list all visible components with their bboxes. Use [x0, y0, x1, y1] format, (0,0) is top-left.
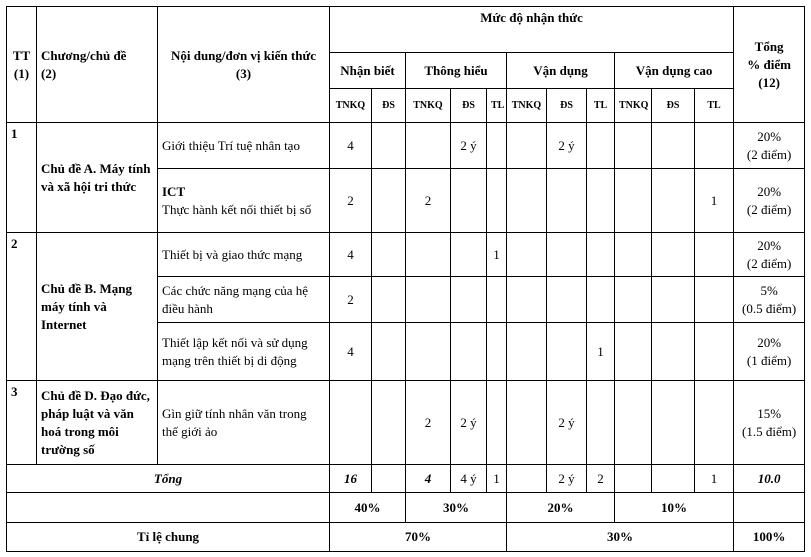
row-percent: 15% (1.5 điểm)	[734, 381, 805, 465]
row-percent: 20% (1 điểm)	[734, 323, 805, 381]
total-cell	[615, 465, 652, 493]
level-van-dung: Vận dụng	[507, 53, 615, 89]
content-cell: Giới thiệu Trí tuệ nhân tạo	[158, 123, 330, 169]
value-cell: 2 ý	[547, 123, 587, 169]
percent-van-dung-cao: 10%	[615, 493, 734, 523]
value-cell	[451, 323, 487, 381]
value-cell	[406, 277, 451, 323]
value-cell: 2 ý	[451, 381, 487, 465]
subcol-nb-ds: ĐS	[372, 89, 406, 123]
content-cell: Gìn giữ tính nhân văn trong thế giới ảo	[158, 381, 330, 465]
total-cell	[507, 465, 547, 493]
value-cell	[372, 169, 406, 233]
percent-nhan-biet: 40%	[330, 493, 406, 523]
value-cell	[587, 277, 615, 323]
value-cell	[695, 123, 734, 169]
subcol-vdc-tl: TL	[695, 89, 734, 123]
total-cell: 4	[406, 465, 451, 493]
total-label: Tổng	[7, 465, 330, 493]
value-cell	[615, 123, 652, 169]
value-cell	[652, 233, 695, 277]
total-points: 10.0	[734, 465, 805, 493]
topic-name: Chủ đề D. Đạo đức, pháp luật và văn hoá trong môi trường số	[37, 381, 158, 465]
subcol-vdc-ds: ĐS	[652, 89, 695, 123]
value-cell: 4	[330, 123, 372, 169]
value-cell: 2 ý	[451, 123, 487, 169]
total-cell: 1	[487, 465, 507, 493]
header-total: Tổng % điểm (12)	[734, 7, 805, 123]
value-cell	[406, 123, 451, 169]
total-cell: 16	[330, 465, 372, 493]
topic-name: Chủ đề B. Mạng máy tính và Internet	[37, 233, 158, 381]
content-cell: Thiết lập kết nối và sử dụng mạng trên thiết bị di động	[158, 323, 330, 381]
value-cell	[487, 169, 507, 233]
subcol-vd-tl: TL	[587, 89, 615, 123]
value-cell	[406, 233, 451, 277]
knowledge-matrix-table	[6, 6, 805, 552]
topic-tt: 3	[7, 381, 37, 465]
value-cell: 4	[330, 323, 372, 381]
header-tt: TT (1)	[7, 7, 37, 123]
subcol-th-tnkq: TNKQ	[406, 89, 451, 123]
header-level: Mức độ nhận thức	[330, 7, 734, 53]
percent-row-total-blank	[734, 493, 805, 523]
header-chapter: Chương/chủ đề (2)	[37, 7, 158, 123]
value-cell	[507, 233, 547, 277]
value-cell	[547, 277, 587, 323]
table-row	[7, 233, 805, 277]
content-cell: Các chức năng mạng của hệ điều hành	[158, 277, 330, 323]
content-cell: Thiết bị và giao thức mạng	[158, 233, 330, 277]
value-cell	[451, 277, 487, 323]
level-van-dung-cao: Vận dụng cao	[615, 53, 734, 89]
value-cell: 2	[406, 169, 451, 233]
subcol-th-tl: TL	[487, 89, 507, 123]
value-cell	[615, 233, 652, 277]
row-percent: 5% (0.5 điểm)	[734, 277, 805, 323]
value-cell	[372, 277, 406, 323]
total-cell: 1	[695, 465, 734, 493]
value-cell	[615, 381, 652, 465]
value-cell	[587, 123, 615, 169]
value-cell: 2	[330, 277, 372, 323]
level-nhan-biet: Nhận biết	[330, 53, 406, 89]
subcol-vd-tnkq: TNKQ	[507, 89, 547, 123]
total-cell: 2 ý	[547, 465, 587, 493]
value-cell	[406, 323, 451, 381]
header-content: Nội dung/đơn vị kiến thức (3)	[158, 7, 330, 123]
value-cell	[547, 233, 587, 277]
topic-tt: 2	[7, 233, 37, 381]
value-cell: 4	[330, 233, 372, 277]
value-cell	[487, 323, 507, 381]
value-cell	[507, 323, 547, 381]
percent-row	[7, 493, 805, 523]
value-cell: 2	[406, 381, 451, 465]
value-cell	[372, 123, 406, 169]
value-cell	[507, 277, 547, 323]
ratio-label: Tỉ lệ chung	[7, 523, 330, 552]
value-cell: 1	[587, 323, 615, 381]
total-row	[7, 465, 805, 493]
subcol-th-ds: ĐS	[451, 89, 487, 123]
ratio-total: 100%	[734, 523, 805, 552]
value-cell	[507, 169, 547, 233]
ratio-row	[7, 523, 805, 552]
value-cell	[652, 277, 695, 323]
ratio-left: 70%	[330, 523, 507, 552]
total-cell	[652, 465, 695, 493]
percent-thong-hieu: 30%	[406, 493, 507, 523]
value-cell: 1	[487, 233, 507, 277]
row-percent: 20% (2 điểm)	[734, 233, 805, 277]
value-cell	[652, 123, 695, 169]
percent-row-blank	[7, 493, 330, 523]
value-cell	[487, 277, 507, 323]
topic-tt: 1	[7, 123, 37, 233]
value-cell	[547, 323, 587, 381]
value-cell	[487, 381, 507, 465]
value-cell	[487, 123, 507, 169]
total-cell	[372, 465, 406, 493]
value-cell	[451, 169, 487, 233]
level-thong-hieu: Thông hiểu	[406, 53, 507, 89]
value-cell	[372, 381, 406, 465]
table-row	[7, 123, 805, 169]
row-percent: 20% (2 điểm)	[734, 123, 805, 169]
subcol-nb-tnkq: TNKQ	[330, 89, 372, 123]
value-cell	[587, 381, 615, 465]
row-percent: 20% (2 điểm)	[734, 169, 805, 233]
header-row-1	[7, 7, 805, 53]
table-row	[7, 381, 805, 465]
value-cell	[652, 381, 695, 465]
value-cell	[451, 233, 487, 277]
value-cell	[615, 277, 652, 323]
subcol-vd-ds: ĐS	[547, 89, 587, 123]
value-cell	[615, 323, 652, 381]
value-cell: 2	[330, 169, 372, 233]
total-cell: 2	[587, 465, 615, 493]
value-cell	[587, 169, 615, 233]
percent-van-dung: 20%	[507, 493, 615, 523]
value-cell: 2 ý	[547, 381, 587, 465]
value-cell	[695, 381, 734, 465]
value-cell	[372, 323, 406, 381]
value-cell	[507, 381, 547, 465]
value-cell	[587, 233, 615, 277]
value-cell	[507, 123, 547, 169]
value-cell	[615, 169, 652, 233]
topic-name: Chủ đề A. Máy tính và xã hội tri thức	[37, 123, 158, 233]
total-cell: 4 ý	[451, 465, 487, 493]
value-cell	[695, 277, 734, 323]
value-cell	[695, 323, 734, 381]
value-cell	[695, 233, 734, 277]
value-cell	[547, 169, 587, 233]
content-cell: ICT Thực hành kết nối thiết bị số	[158, 169, 330, 233]
value-cell	[652, 323, 695, 381]
ratio-right: 30%	[507, 523, 734, 552]
value-cell: 1	[695, 169, 734, 233]
value-cell	[330, 381, 372, 465]
value-cell	[372, 233, 406, 277]
value-cell	[652, 169, 695, 233]
subcol-vdc-tnkq: TNKQ	[615, 89, 652, 123]
